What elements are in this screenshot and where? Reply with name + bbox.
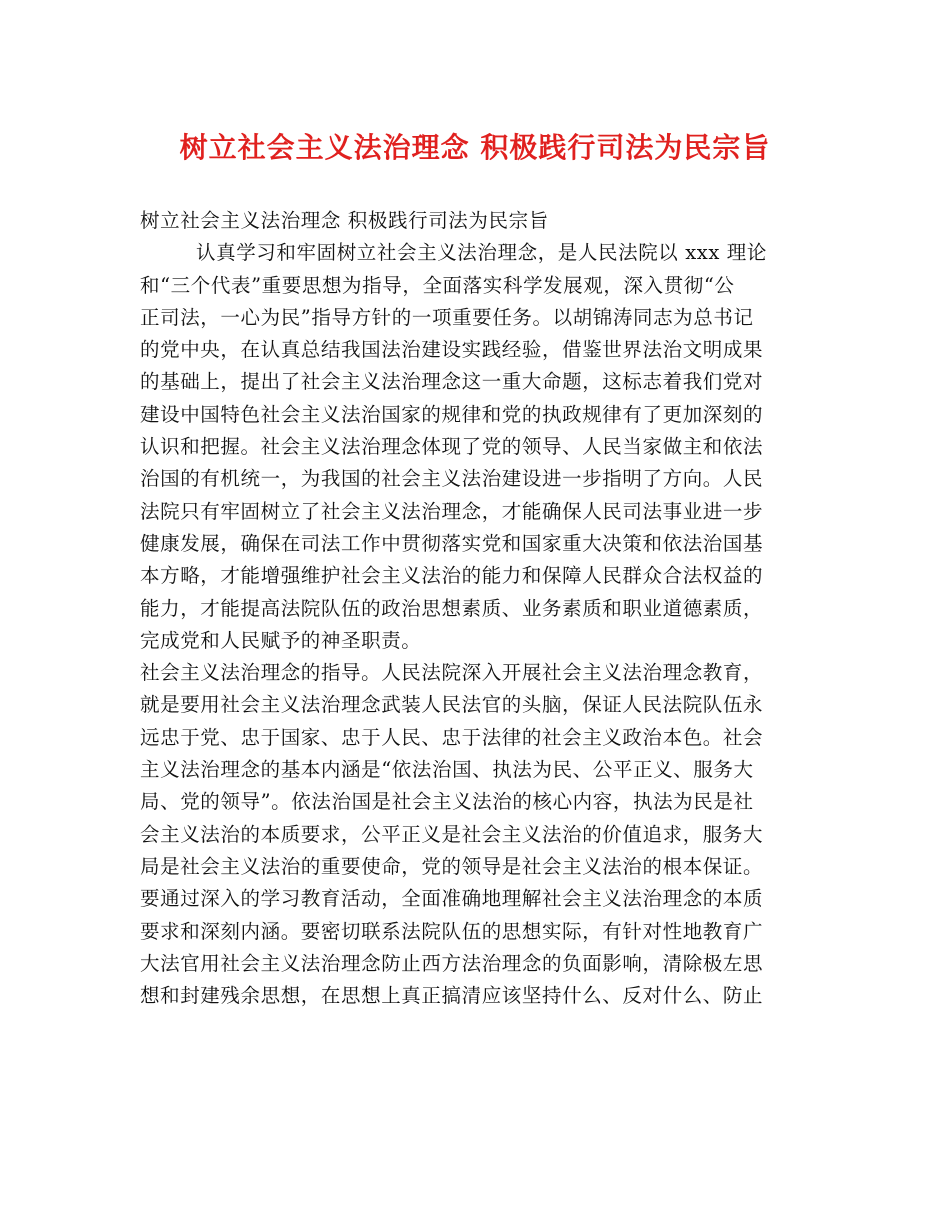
paragraph-line: 认识和把握。社会主义法治理念体现了党的领导、人民当家做主和依法: [140, 435, 764, 459]
paragraph-line: 建设中国特色社会主义法治国家的规律和党的执政规律有了更加深刻的: [140, 402, 764, 426]
paragraph-line: 法院只有牢固树立了社会主义法治理念，才能确保人民司法事业进一步: [140, 499, 764, 523]
document-body: [140, 205, 815, 1012]
paragraph-line: 会主义法治的本质要求，公平正义是社会主义法治的价值追求，服务大: [140, 822, 764, 846]
subtitle-line: 树立社会主义法治理念 积极践行司法为民宗旨: [140, 209, 549, 232]
paragraph-line: 完成党和人民赋予的神圣职责。: [140, 628, 422, 652]
paragraph-line: 社会主义法治理念的指导。人民法院深入开展社会主义法治理念教育，: [140, 661, 764, 685]
paragraph-line: 能力，才能提高法院队伍的政治思想素质、业务素质和职业道德素质，: [140, 596, 764, 620]
paragraph-line: 要通过深入的学习教育活动，全面准确地理解社会主义法治理念的本质: [140, 887, 764, 911]
paragraph-line: 认真学习和牢固树立社会主义法治理念，是人民法院以 xxx 理论: [196, 241, 767, 265]
paragraph-line: 和“三个代表”重要思想为指导，全面落实科学发展观，深入贯彻“公: [140, 273, 735, 297]
paragraph-line: 主义法治理念的基本内涵是“依法治国、执法为民、公平正义、服务大: [140, 758, 754, 782]
paragraph-line: 局是社会主义法治的重要使命，党的领导是社会主义法治的根本保证。: [140, 854, 764, 878]
paragraph-line: 治国的有机统一，为我国的社会主义法治建设进一步指明了方向。人民: [140, 467, 764, 491]
paragraph-line: 大法官用社会主义法治理念防止西方法治理念的负面影响，清除极左思: [140, 951, 764, 975]
paragraph-line: 想和封建残余思想，在思想上真正搞清应该坚持什么、反对什么、防止: [140, 984, 764, 1008]
paragraph-line: 要求和深刻内涵。要密切联系法院队伍的思想实际，有针对性地教育广: [140, 919, 764, 943]
paragraph-line: 正司法，一心为民”指导方针的一项重要任务。以胡锦涛同志为总书记: [140, 305, 754, 329]
paragraph-line: 局、党的领导”。依法治国是社会主义法治的核心内容，执法为民是社: [140, 790, 754, 814]
paragraph-line: 健康发展，确保在司法工作中贯彻落实党和国家重大决策和依法治国基: [140, 531, 764, 555]
paragraph-line: 远忠于党、忠于国家、忠于人民、忠于法律的社会主义政治本色。社会: [140, 725, 764, 749]
paragraph-line: 的基础上，提出了社会主义法治理念这一重大命题，这标志着我们党对: [140, 370, 764, 394]
paragraph-line: 本方略，才能增强维护社会主义法治的能力和保障人民群众合法权益的: [140, 564, 764, 588]
paragraph-line: 就是要用社会主义法治理念武装人民法官的头脑，保证人民法院队伍永: [140, 693, 764, 717]
document-title: 树立社会主义法治理念 积极践行司法为民宗旨: [179, 131, 771, 164]
paragraph-line: 的党中央，在认真总结我国法治建设实践经验，借鉴世界法治文明成果: [140, 338, 764, 362]
